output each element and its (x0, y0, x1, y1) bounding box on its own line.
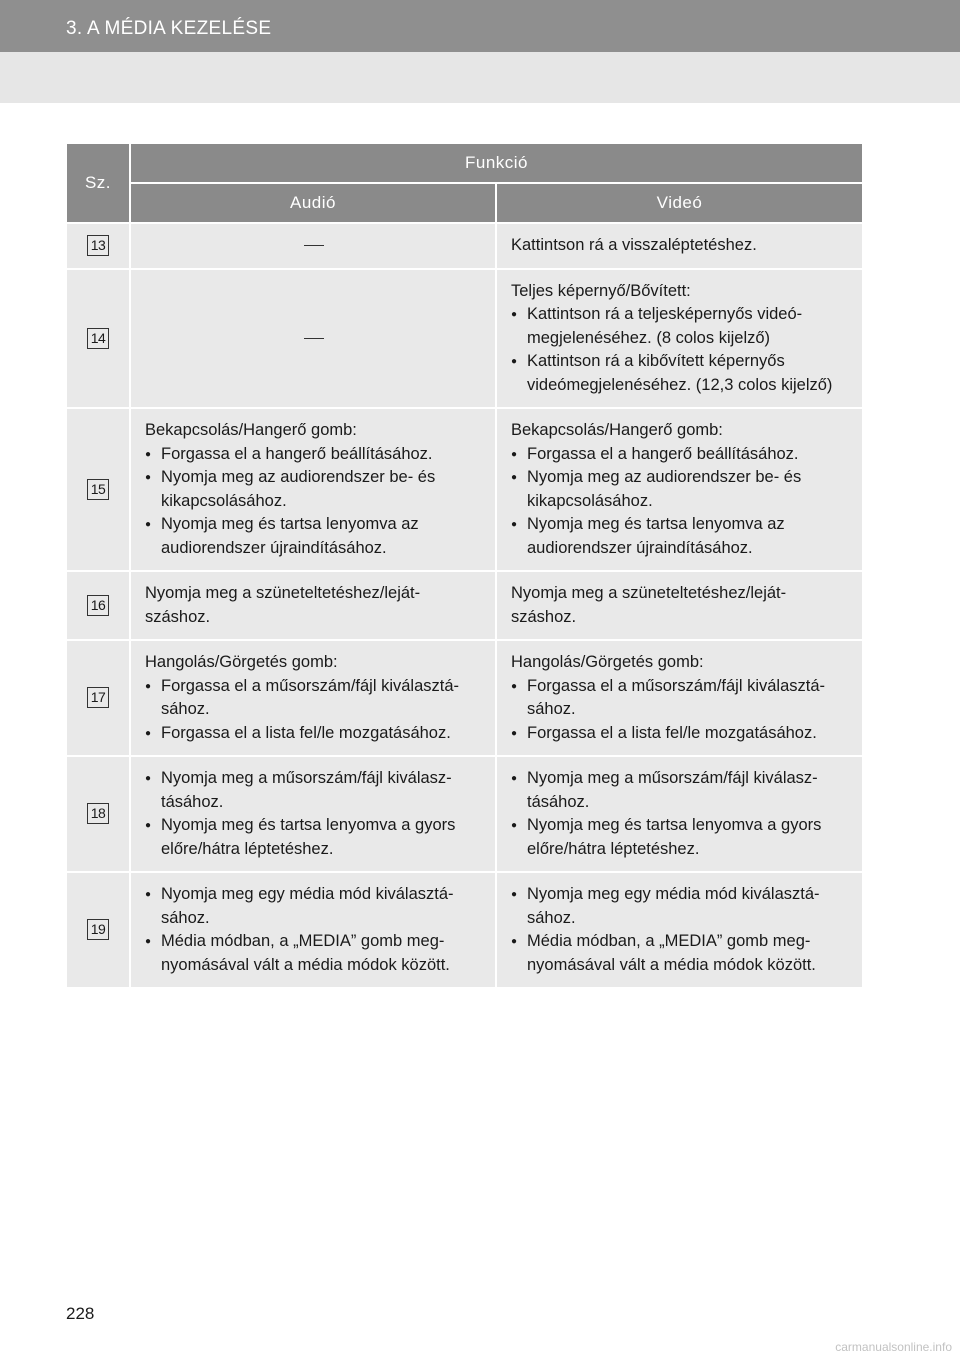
bullet-list (511, 443, 850, 561)
bullet-item: ● Nyomja meg egy média mód kiválasztá-sához. (511, 883, 850, 930)
table-row (66, 872, 863, 988)
bullet-list (511, 303, 850, 397)
audio-function-cell (130, 756, 496, 872)
bullet-item: ● Média módban, a „MEDIA” gomb meg-nyomásával vált a média módok között. (511, 930, 850, 977)
bullet-item: ● Kattintson rá a kibővített képernyős videómegjelenéséhez. (12,3 colos kijelző) (511, 350, 850, 397)
video-function-cell (496, 408, 863, 571)
cell-title: Hangolás/Görgetés gomb: (145, 653, 338, 671)
function-table (65, 142, 864, 989)
audio-function-cell (130, 571, 496, 640)
video-function-cell (496, 223, 863, 269)
bullet-item: ● Forgassa el a lista fel/le mozgatásához. (145, 722, 483, 746)
video-function-cell (496, 571, 863, 640)
bullet-item: ● Nyomja meg és tartsa lenyomva az audiorendszer újraindításához. (145, 513, 483, 560)
col-header-audio: Audió (130, 183, 496, 223)
table-row (66, 269, 863, 409)
section-title: 3. A MÉDIA KEZELÉSE (66, 18, 272, 39)
bullet-list (511, 675, 850, 746)
audio-function-cell (130, 269, 496, 409)
table-row (66, 408, 863, 571)
audio-function-cell (130, 640, 496, 756)
audio-function-cell (130, 408, 496, 571)
bullet-item: ● Forgassa el a lista fel/le mozgatásához. (511, 722, 850, 746)
bullet-list (145, 675, 483, 746)
cell-title: Bekapcsolás/Hangerő gomb: (511, 421, 723, 439)
video-function-cell (496, 872, 863, 988)
not-applicable-dash (304, 245, 324, 246)
cell-title: Bekapcsolás/Hangerő gomb: (145, 421, 357, 439)
cell-title: Hangolás/Görgetés gomb: (511, 653, 704, 671)
bullet-item: ● Kattintson rá a teljesképernyős videó-megjelenéséhez. (8 colos kijelző) (511, 303, 850, 350)
page-number: 228 (66, 1304, 95, 1323)
table-row (66, 223, 863, 269)
bullet-item: ● Média módban, a „MEDIA” gomb meg-nyomásával vált a média módok között. (145, 930, 483, 977)
row-number-badge: 14 (87, 328, 109, 349)
table-row (66, 640, 863, 756)
cell-text: Nyomja meg a szüneteltetéshez/leját-száshoz. (511, 584, 787, 626)
audio-function-cell (130, 223, 496, 269)
table-row (66, 571, 863, 640)
table-row (66, 756, 863, 872)
row-number-badge: 18 (87, 803, 109, 824)
bullet-list (511, 767, 850, 861)
row-number-cell (66, 408, 130, 571)
bullet-item: ● Forgassa el a hangerő beállításához. (145, 443, 483, 467)
header-band (0, 52, 960, 103)
bullet-item: ● Nyomja meg és tartsa lenyomva a gyors előre/hátra léptetéshez. (511, 814, 850, 861)
header-bar (0, 0, 960, 52)
col-header-number: Sz. (66, 143, 130, 223)
row-number-cell (66, 223, 130, 269)
bullet-item: ● Forgassa el a műsorszám/fájl kiválasztá-sához. (511, 675, 850, 722)
audio-function-cell (130, 872, 496, 988)
bullet-item: ● Nyomja meg a műsorszám/fájl kiválasz-tásához. (145, 767, 483, 814)
row-number-cell (66, 640, 130, 756)
row-number-badge: 13 (87, 235, 109, 256)
cell-text: Nyomja meg a szüneteltetéshez/leját-száshoz. (145, 584, 421, 626)
video-function-cell (496, 269, 863, 409)
video-function-cell (496, 756, 863, 872)
watermark: carmanualsonline.info (835, 1340, 952, 1354)
bullet-list (511, 883, 850, 977)
row-number-cell (66, 571, 130, 640)
table-body (66, 223, 863, 988)
col-header-function: Funkció (130, 143, 863, 183)
bullet-item: ● Nyomja meg és tartsa lenyomva az audiorendszer újraindításához. (511, 513, 850, 560)
bullet-list (145, 767, 483, 861)
col-header-video: Videó (496, 183, 863, 223)
bullet-item: ● Nyomja meg az audiorendszer be- és kikapcsolásához. (511, 466, 850, 513)
bullet-item: ● Forgassa el a műsorszám/fájl kiválasztá-sához. (145, 675, 483, 722)
bullet-item: ● Nyomja meg egy média mód kiválasztá-sához. (145, 883, 483, 930)
bullet-item: ● Forgassa el a hangerő beállításához. (511, 443, 850, 467)
bullet-item: ● Nyomja meg a műsorszám/fájl kiválasz-tásához. (511, 767, 850, 814)
row-number-badge: 17 (87, 687, 109, 708)
cell-text: Kattintson rá a visszaléptetéshez. (511, 236, 757, 254)
row-number-badge: 16 (87, 595, 109, 616)
row-number-cell (66, 872, 130, 988)
bullet-item: ● Nyomja meg az audiorendszer be- és kikapcsolásához. (145, 466, 483, 513)
row-number-cell (66, 756, 130, 872)
not-applicable-dash (304, 338, 324, 339)
row-number-badge: 15 (87, 479, 109, 500)
bullet-list (145, 883, 483, 977)
video-function-cell (496, 640, 863, 756)
row-number-cell (66, 269, 130, 409)
row-number-badge: 19 (87, 919, 109, 940)
bullet-item: ● Nyomja meg és tartsa lenyomva a gyors előre/hátra léptetéshez. (145, 814, 483, 861)
bullet-list (145, 443, 483, 561)
cell-title: Teljes képernyő/Bővített: (511, 281, 691, 300)
